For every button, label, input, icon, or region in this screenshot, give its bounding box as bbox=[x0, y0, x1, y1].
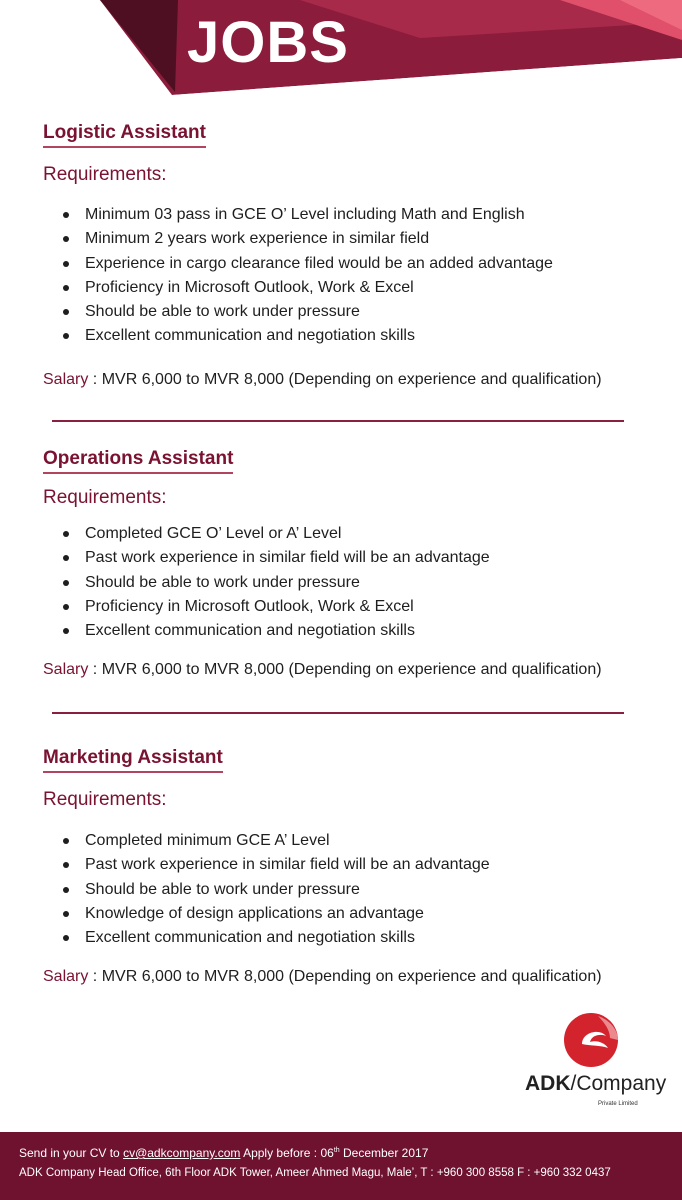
list-item: Completed minimum GCE A’ Level bbox=[63, 829, 490, 853]
list-item: Proficiency in Microsoft Outlook, Work & Excel bbox=[63, 595, 490, 619]
salary-label: Salary bbox=[43, 371, 89, 388]
list-item: Should be able to work under pressure bbox=[63, 878, 490, 902]
requirements-heading: Requirements: bbox=[43, 789, 167, 810]
salary-value: : MVR 6,000 to MVR 8,000 (Depending on experience and qualification) bbox=[88, 371, 602, 388]
list-item: Knowledge of design applications an advantage bbox=[63, 902, 490, 926]
company-logo bbox=[520, 1010, 665, 1115]
section-divider bbox=[52, 712, 624, 714]
list-item: Excellent communication and negotiation skills bbox=[63, 926, 490, 950]
list-item: Minimum 03 pass in GCE O’ Level including Math and English bbox=[63, 203, 553, 227]
footer bbox=[0, 1132, 682, 1200]
salary-value: : MVR 6,000 to MVR 8,000 (Depending on experience and qualification) bbox=[88, 661, 602, 678]
job-title: Operations Assistant bbox=[43, 447, 233, 474]
salary-line bbox=[43, 659, 602, 681]
footer-apply-line: Send in your CV to cv@adkcompany.com Apply before : 06th December 2017 bbox=[19, 1146, 429, 1160]
footer-address: ADK Company Head Office, 6th Floor ADK Tower, Ameer Ahmed Magu, Male’, T : +960 300 8558 F : +960 332 0437 bbox=[19, 1167, 611, 1179]
section-divider bbox=[52, 420, 624, 422]
logo-subtitle: Private Limited bbox=[598, 1101, 638, 1107]
list-item: Should be able to work under pressure bbox=[63, 300, 553, 324]
job-title: Logistic Assistant bbox=[43, 121, 206, 148]
requirements-list bbox=[63, 522, 490, 643]
job-title: Marketing Assistant bbox=[43, 746, 223, 773]
salary-line bbox=[43, 966, 602, 988]
requirements-heading: Requirements: bbox=[43, 487, 167, 508]
salary-value: : MVR 6,000 to MVR 8,000 (Depending on experience and qualification) bbox=[88, 968, 602, 985]
list-item: Experience in cargo clearance filed would be an added advantage bbox=[63, 252, 553, 276]
list-item: Past work experience in similar field will be an advantage bbox=[63, 546, 490, 570]
list-item: Proficiency in Microsoft Outlook, Work & Excel bbox=[63, 276, 553, 300]
logo-wordmark: ADK/Company bbox=[525, 1072, 667, 1095]
list-item: Excellent communication and negotiation skills bbox=[63, 619, 490, 643]
list-item: Minimum 2 years work experience in similar field bbox=[63, 227, 553, 251]
salary-label: Salary bbox=[43, 661, 89, 678]
list-item: Should be able to work under pressure bbox=[63, 571, 490, 595]
list-item: Completed GCE O’ Level or A’ Level bbox=[63, 522, 490, 546]
requirements-list bbox=[63, 203, 553, 349]
page-title: JOBS bbox=[187, 10, 349, 75]
salary-label: Salary bbox=[43, 968, 89, 985]
header-banner bbox=[0, 0, 682, 100]
list-item: Past work experience in similar field will be an advantage bbox=[63, 853, 490, 877]
list-item: Excellent communication and negotiation skills bbox=[63, 324, 553, 348]
salary-line bbox=[43, 369, 602, 391]
requirements-heading: Requirements: bbox=[43, 164, 167, 185]
email-link[interactable]: cv@adkcompany.com bbox=[123, 1146, 241, 1160]
requirements-list bbox=[63, 829, 490, 950]
logo-mark-icon bbox=[562, 1010, 622, 1070]
